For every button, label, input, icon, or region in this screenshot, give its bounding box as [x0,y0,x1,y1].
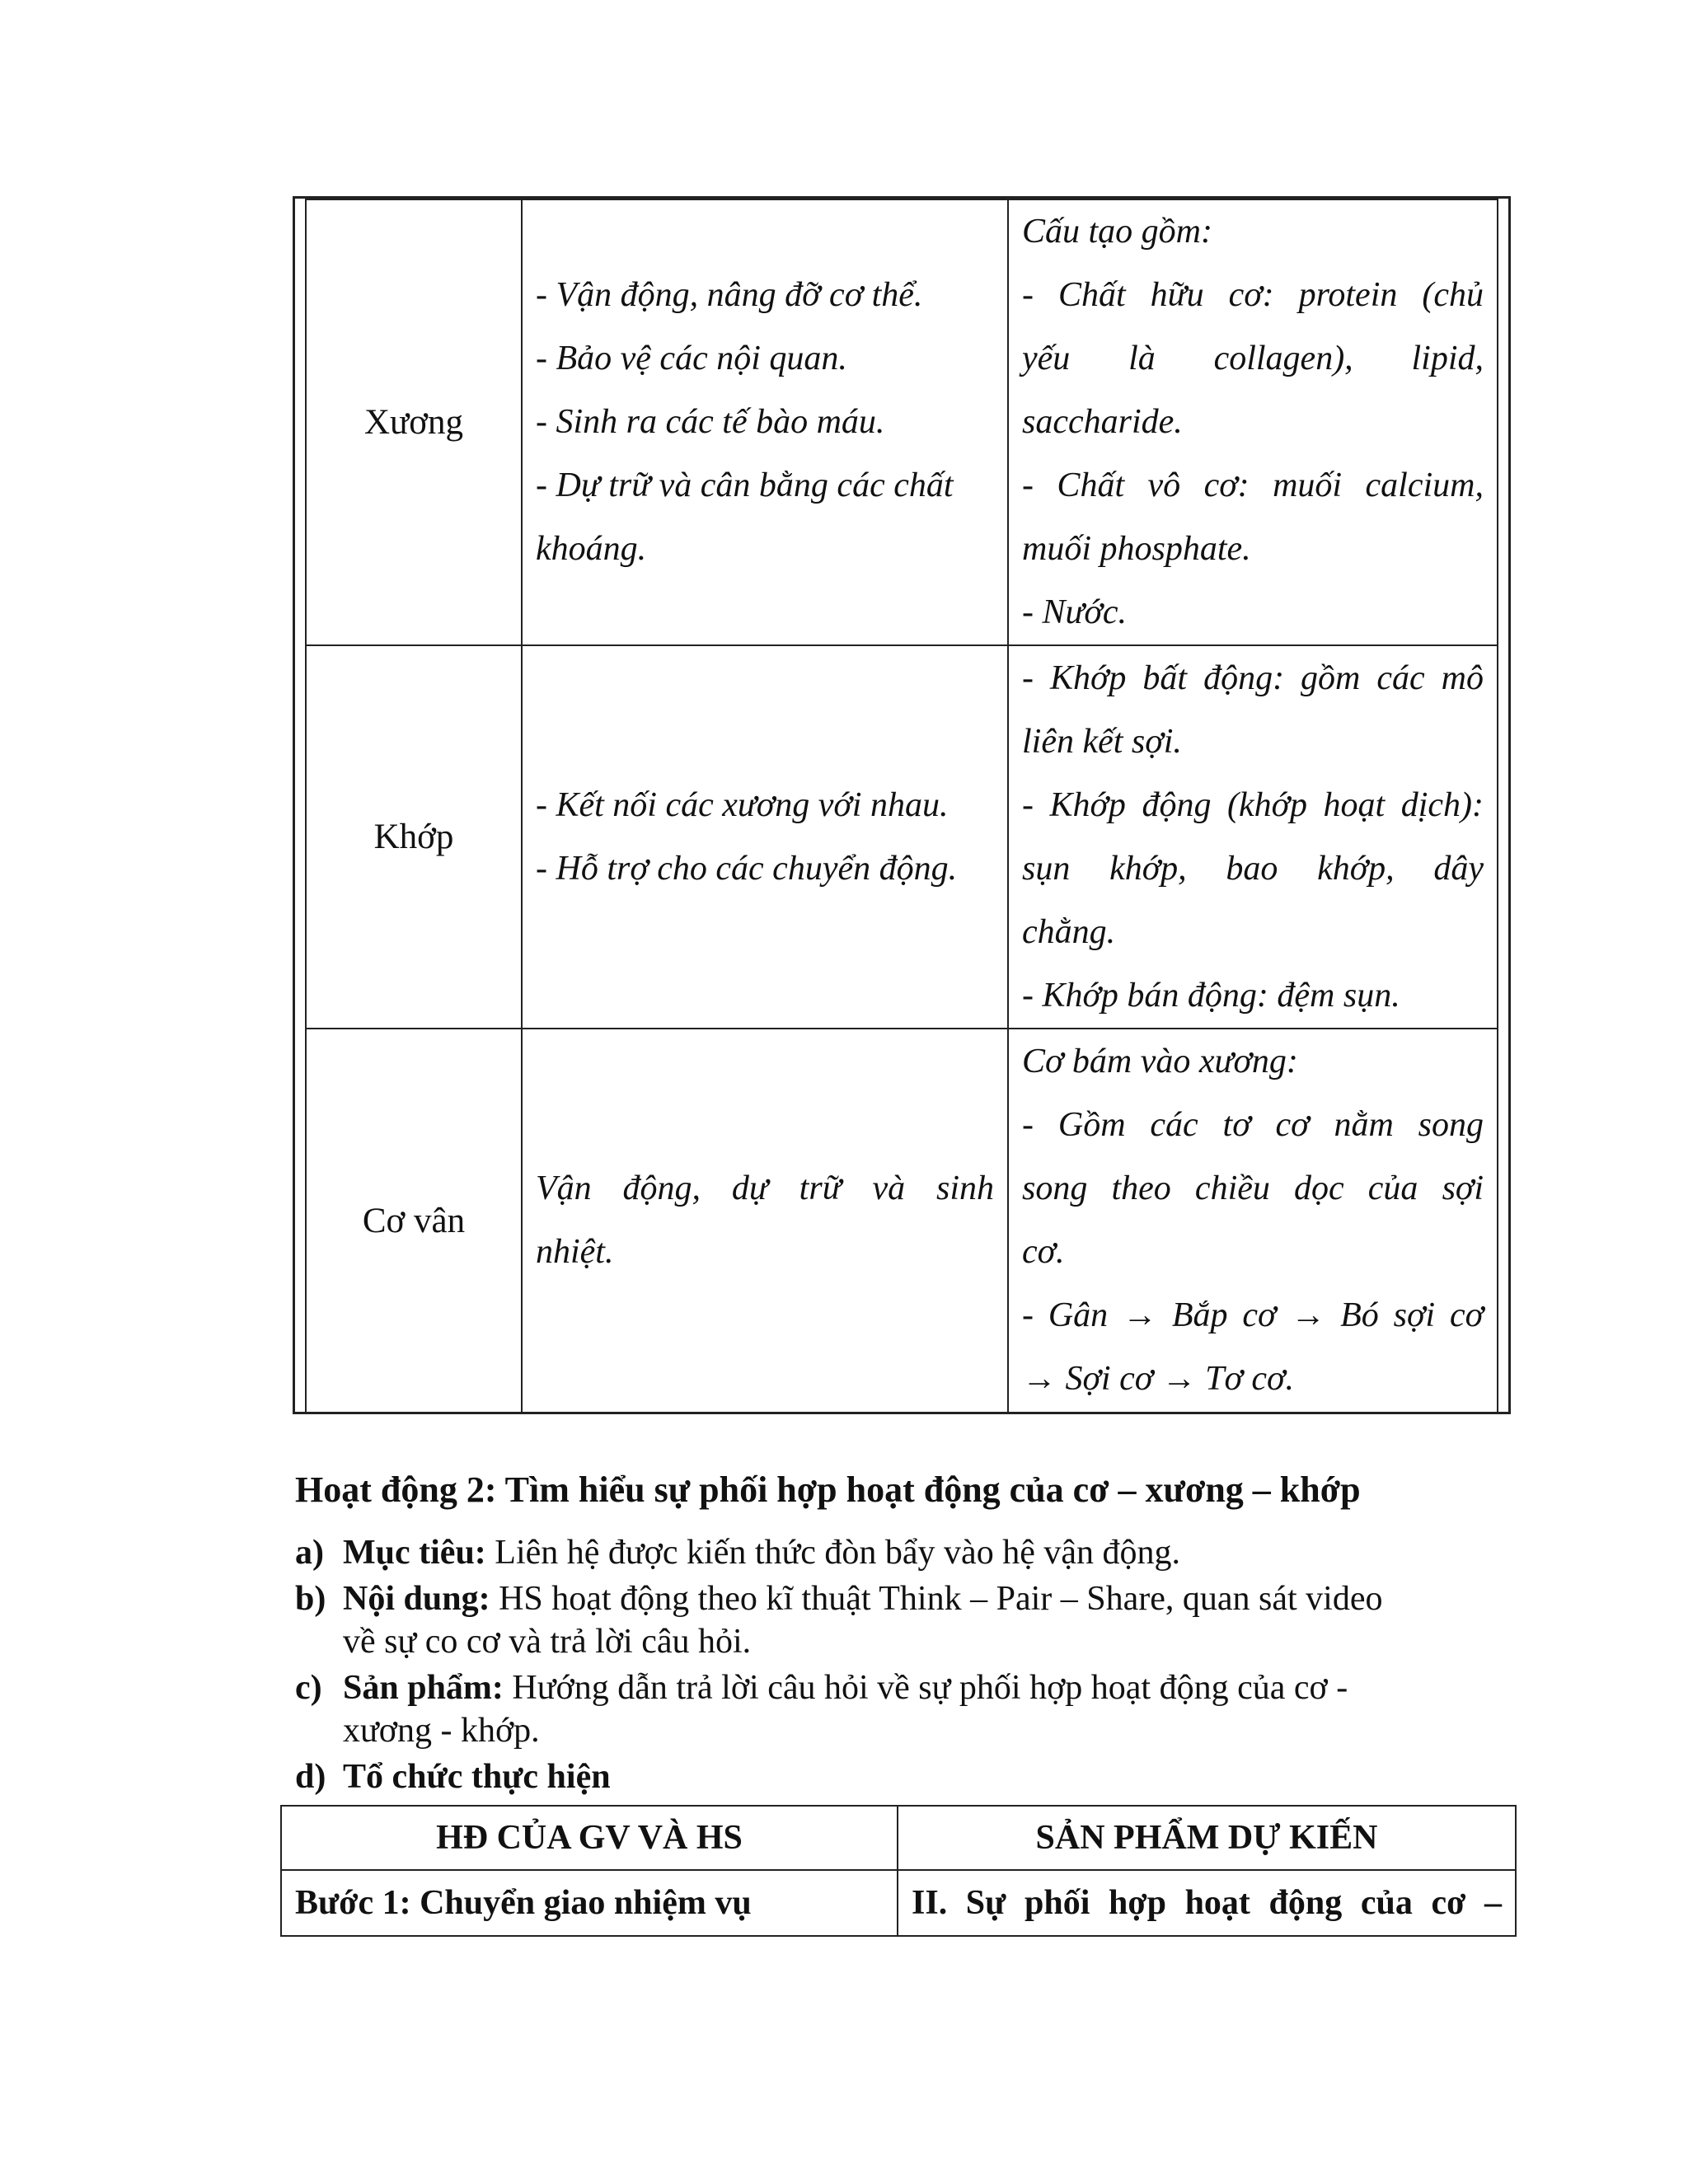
list-marker: a) [295,1534,324,1572]
structure-line: cơ. [1022,1233,1065,1271]
structure-line: - Gân → Bắp cơ → Bó sợi cơ [1022,1296,1484,1334]
structure-line: - Nước. [1022,593,1127,631]
function-cell [522,199,1008,645]
list-marker: b) [295,1580,326,1618]
structure-line: → Sợi cơ → Tơ cơ. [1022,1360,1294,1398]
function-line: - Kết nối các xương với nhau. [536,785,949,824]
item-label: Tổ chức thực hiện [343,1758,611,1796]
organ-name: Cơ vân [362,1201,466,1240]
structure-line: - Chất vô cơ: muối calcium, [1022,466,1484,504]
function-cell [522,645,1008,1029]
item-text: HS hoạt động theo kĩ thuật Think – Pair – Share, quan sát video [490,1580,1383,1618]
item-label: Mục tiêu: [343,1534,486,1572]
plan-table [280,1805,1517,1937]
table-row [281,1870,1516,1936]
item-continuation: xương - khớp. [343,1712,540,1750]
structure-line: yếu là collagen), lipid, [1022,340,1484,377]
function-cell [522,1029,1008,1413]
structure-line: chằng. [1022,912,1116,951]
function-line: Vận động, dự trữ và sinh [536,1169,994,1207]
function-line: - Bảo vệ các nội quan. [536,340,847,377]
function-line: - Vận động, nâng đỡ cơ thể. [536,276,923,314]
activity-list [295,1531,1465,1802]
item-label: Sản phẩm: [343,1669,504,1707]
step-cell: Bước 1: Chuyển giao nhiệm vụ [281,1870,898,1936]
product-cell: II. Sự phối hợp hoạt động của cơ – [898,1870,1516,1936]
list-item [295,1531,1465,1574]
structure-cell [1008,645,1498,1029]
item-text: Liên hệ được kiến thức đòn bẩy vào hệ vận động. [485,1534,1180,1572]
organ-name: Khớp [373,818,454,856]
table-row [306,199,1498,645]
function-line: - Dự trữ và cân bằng các chất [536,466,954,504]
structure-line: - Khớp động (khớp hoạt dịch): [1022,785,1484,824]
organ-name: Xương [363,403,464,442]
structure-line: Cấu tạo gồm: [1022,213,1212,251]
list-item [295,1755,1465,1798]
structure-line: song theo chiều dọc của sợi [1022,1169,1484,1207]
structure-line: - Gồm các tơ cơ nằm song [1022,1106,1484,1144]
header-expected-product: SẢN PHẨM DỰ KIẾN [898,1806,1516,1870]
list-marker: c) [295,1669,322,1707]
table-header-row [281,1806,1516,1870]
item-continuation: về sự co cơ và trả lời câu hỏi. [343,1623,752,1661]
table-row [306,645,1498,1029]
header-teacher-student: HĐ CỦA GV VÀ HS [281,1806,898,1870]
organ-name-cell [306,1029,522,1413]
structure-cell [1008,1029,1498,1413]
structure-line: liên kết sợi. [1022,722,1182,761]
activity-heading: Hoạt động 2: Tìm hiểu sự phối hợp hoạt động của cơ – xương – khớp [295,1469,1361,1510]
structure-line: sụn khớp, bao khớp, dây [1022,849,1484,888]
structure-line: - Chất hữu cơ: protein (chủ [1022,276,1484,314]
item-label: Nội dung: [343,1580,490,1618]
item-text: Hướng dẫn trả lời câu hỏi về sự phối hợp hoạt động của cơ - [503,1669,1348,1707]
function-line: nhiệt. [536,1233,614,1271]
structure-line: - Khớp bất động: gồm các mô [1022,658,1484,697]
structure-line: Cơ bám vào xương: [1022,1043,1298,1080]
list-item [295,1666,1465,1752]
structure-cell [1008,199,1498,645]
structure-line: muối phosphate. [1022,530,1251,568]
table-row [306,1029,1498,1413]
function-line: - Sinh ra các tế bào máu. [536,403,885,441]
list-item [295,1577,1465,1663]
structure-line: - Khớp bán động: đệm sụn. [1022,976,1400,1015]
organ-name-cell [306,645,522,1029]
function-line: khoáng. [536,530,647,568]
structure-line: saccharide. [1022,403,1183,441]
function-line: - Hỗ trợ cho các chuyển động. [536,849,958,888]
organ-name-cell [306,199,522,645]
list-marker: d) [295,1758,326,1796]
organ-table [305,199,1498,1413]
